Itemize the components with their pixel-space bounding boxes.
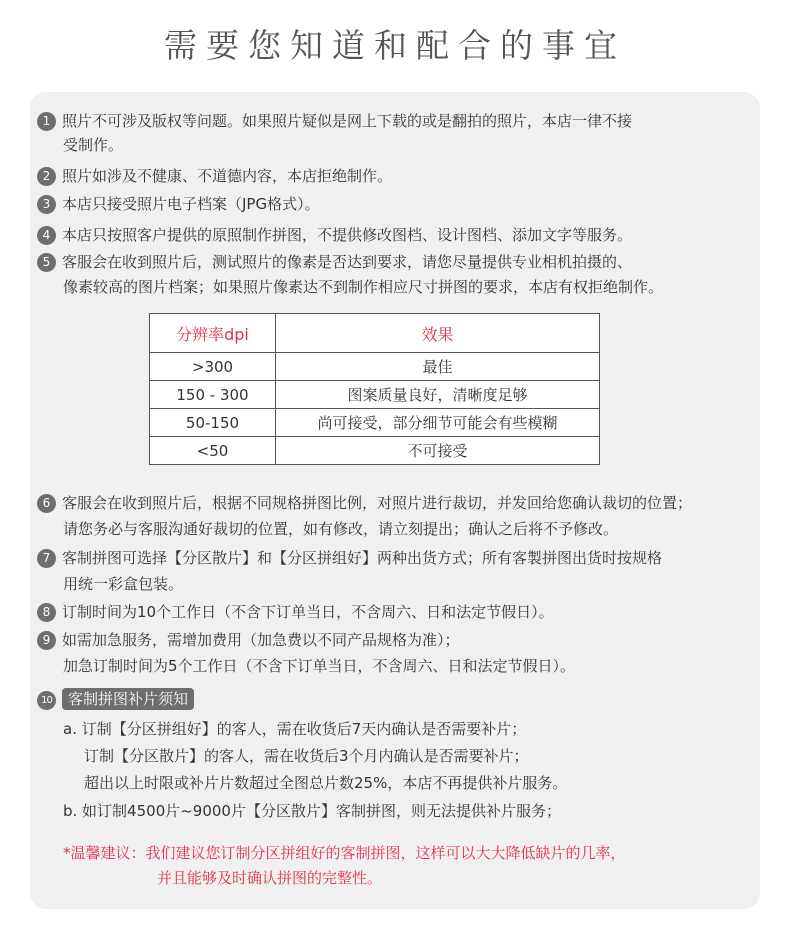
notice-item-2 [37, 165, 392, 187]
table-cell: >300 [150, 353, 276, 381]
table-cell: 尚可接受，部分细节可能会有些模糊 [276, 409, 600, 437]
notice-item-4 [37, 224, 632, 246]
table-header-cell: 分辨率dpi [150, 314, 276, 353]
item-text: 照片不可涉及版权等问题。如果照片疑似是网上下载的或是翻拍的照片，本店一律不接 [62, 112, 633, 130]
number-badge-icon: 6 [37, 494, 56, 513]
number-badge-icon: 7 [37, 549, 56, 568]
warm-suggestion: *温馨建议：我们建议您订制分区拼组好的客制拼图，这样可以大大降低缺片的几率， [63, 844, 626, 862]
table-cell: 图案质量良好，清晰度足够 [276, 381, 600, 409]
section-10-heading [37, 688, 194, 710]
item-text: 像素较高的图片档案；如果照片像素达不到制作相应尺寸拼图的要求，本店有权拒绝制作。 [63, 278, 664, 296]
number-badge-icon: 3 [37, 195, 56, 214]
item-text: 客服会在收到照片后，根据不同规格拼图比例，对照片进行裁切，并发回给您确认裁切的位置； [62, 494, 693, 512]
item-text: 加急订制时间为5个工作日（不含下订单当日，不含周六、日和法定节假日）。 [63, 657, 576, 675]
table-row [150, 409, 600, 437]
item-text: 用统一彩盒包装。 [63, 575, 184, 593]
item-text: 本店只接受照片电子档案（JPG格式）。 [62, 195, 320, 213]
section-tag: 客制拼图补片须知 [62, 688, 194, 710]
table-header-row [150, 314, 600, 353]
table-cell: 50-150 [150, 409, 276, 437]
warm-suggestion: 并且能够及时确认拼图的完整性。 [157, 869, 383, 887]
table-cell: 最佳 [276, 353, 600, 381]
number-badge-icon: 4 [37, 226, 56, 245]
item-text: 客制拼图可选择【分区散片】和【分区拼组好】两种出货方式；所有客製拼图出货时按规格 [62, 549, 663, 567]
item-text: 照片如涉及不健康、不道德内容，本店拒绝制作。 [62, 167, 393, 185]
item-text: 受制作。 [63, 136, 124, 154]
notice-item-5 [37, 251, 632, 273]
item-text: 如需加急服务，需增加费用（加急费以不同产品规格为准）； [62, 631, 460, 649]
number-badge-icon: 2 [37, 167, 56, 186]
section-10-line: 订制【分区散片】的客人，需在收货后3个月内确认是否需要补片； [84, 747, 529, 765]
notice-item-8 [37, 601, 554, 623]
number-badge-icon: 10 [37, 691, 56, 710]
notice-item-1 [37, 110, 632, 132]
table-cell: <50 [150, 437, 276, 465]
page-title: 需要您知道和配合的事宜 [164, 26, 626, 65]
notice-item-3 [37, 193, 320, 215]
item-text: 请您务必与客服沟通好裁切的位置，如有修改，请立刻提出；确认之后将不予修改。 [63, 520, 619, 538]
section-10-line: a. 订制【分区拼组好】的客人，需在收货后7天内确认是否需要补片； [63, 720, 527, 738]
table-row [150, 437, 600, 465]
table-cell: 150 - 300 [150, 381, 276, 409]
section-10-line: b. 如订制4500片~9000片【分区散片】客制拼图，则无法提供补片服务； [63, 802, 561, 820]
item-text: 客服会在收到照片后，测试照片的像素是否达到要求，请您尽量提供专业相机拍摄的、 [62, 253, 633, 271]
section-10-line: 超出以上时限或补片片数超过全图总片数25%，本店不再提供补片服务。 [84, 774, 568, 792]
number-badge-icon: 8 [37, 603, 56, 622]
resolution-table [149, 313, 600, 465]
table-row [150, 381, 600, 409]
notice-item-6 [37, 492, 692, 514]
number-badge-icon: 5 [37, 253, 56, 272]
table-row [150, 353, 600, 381]
number-badge-icon: 9 [37, 631, 56, 650]
notice-item-9 [37, 629, 460, 651]
notice-item-7 [37, 547, 662, 569]
item-text: 本店只按照客户提供的原照制作拼图，不提供修改图档、设计图档、添加文字等服务。 [62, 226, 633, 244]
table-header-cell: 效果 [276, 314, 600, 353]
number-badge-icon: 1 [37, 112, 56, 131]
table-cell: 不可接受 [276, 437, 600, 465]
item-text: 订制时间为10个工作日（不含下订单当日，不含周六、日和法定节假日）。 [62, 603, 554, 621]
